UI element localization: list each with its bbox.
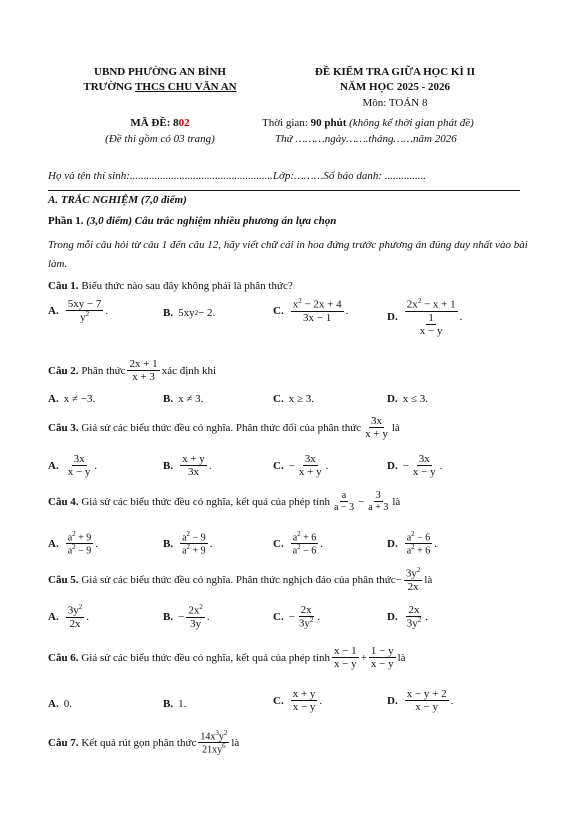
q6-option-c: C. $\frac{x + y}{x - y}$ . — [273, 688, 323, 714]
option-label: D. — [387, 393, 398, 405]
option-text: x ≠ 3. — [178, 393, 204, 405]
option-text: 1. — [178, 698, 187, 710]
option-label: A. — [48, 537, 59, 550]
question-4-post: là — [392, 495, 401, 508]
q2-option-b — [163, 393, 203, 405]
question-6-pre: Giả sử các biểu thức đều có nghĩa, kết quả của phép tính — [81, 651, 330, 664]
pages-note: (Đề thi gồm có 03 trang) — [105, 133, 215, 145]
q4-option-d: D. $\frac{a^2 - 6}{a^2 + 6}$ . — [387, 530, 438, 557]
ward-name: UBND PHƯỜNG AN BÌNH — [94, 66, 226, 78]
q4-option-a: A. $\frac{a^2 + 9}{a^2 - 9}$ . — [48, 530, 99, 557]
question-7-pre: Kết quả rút gọn phân thức — [81, 736, 197, 749]
question-7-post: là — [231, 736, 240, 749]
q3-option-c: C. − $\frac{3x}{x + y}$ . — [273, 453, 329, 479]
option-label: C. — [273, 393, 284, 405]
part1-heading — [48, 215, 336, 227]
question-4-pre: Giả sử các biểu thức đều có nghĩa, kết quả của phép tính — [81, 495, 330, 508]
option-label: D. — [387, 694, 398, 707]
q6-option-a — [48, 698, 72, 710]
q1-option-b: B. 5xy 2 − 2. — [163, 307, 216, 319]
option-label: A. — [48, 304, 59, 317]
time-note: (không kể thời gian phát đề) — [349, 117, 474, 129]
option-label: B. — [163, 307, 174, 319]
option-label: B. — [163, 537, 174, 550]
question-1-text: Biểu thức nào sau đây không phải là phân thức? — [81, 280, 293, 292]
school-name — [55, 81, 265, 93]
option-text: 0. — [63, 698, 72, 710]
time-prefix: Thời gian: — [262, 117, 311, 129]
section-a-title: A. TRẮC NGHIỆM (7,0 điểm) — [48, 194, 187, 206]
date-line: Thứ ………ngày…….tháng……năm 2026 — [275, 133, 457, 145]
part1-title: (3,0 điểm) Câu trắc nghiệm nhiều phương án lựa chọn — [86, 215, 337, 227]
option-label: B. — [163, 610, 174, 623]
exam-code-red: 02 — [178, 117, 190, 129]
option-text: x ≠ −3. — [63, 393, 96, 405]
subject-text: Môn: TOÁN 8 — [362, 97, 428, 109]
question-5: Câu 5. Giả sử các biểu thức đều có nghĩa. Phân thức nghịch đảo của phân thức − $\frac{3y^2}{2x}$ là — [48, 566, 433, 593]
q3-option-b: B. $\frac{x + y}{3x}$ . — [163, 453, 212, 479]
time-line — [262, 117, 474, 129]
question-6: Câu 6. Giả sử các biểu thức đều có nghĩa, kết quả của phép tính $\frac{x - 1}{x - y}$ + $\frac{1 - y}{x - y}$ là — [48, 645, 406, 671]
option-label: D. — [387, 459, 398, 472]
question-7: Câu 7. Kết quả rút gọn phân thức $\frac{14x^3y^2}{21xy^6}$ là — [48, 729, 240, 756]
q1-option-a: A. $\frac{5xy - 7}{y^2}$ . — [48, 298, 109, 324]
part1-prefix: Phần 1. — [48, 215, 87, 227]
q4-option-b: B. $\frac{a^2 - 9}{a^2 + 9}$ . — [163, 530, 213, 557]
question-1 — [48, 280, 293, 292]
q5-option-b: B. − $\frac{2x^2}{3y}$ . — [163, 603, 210, 630]
q4-option-c: C. $\frac{a^2 + 6}{a^2 - 6}$ . — [273, 530, 324, 557]
option-text: x ≤ 3. — [402, 393, 428, 405]
q5-option-d: D. $\frac{2x}{3y^2}$ . — [387, 604, 428, 630]
question-4: Câu 4. Giả sử các biểu thức đều có nghĩa, kết quả của phép tính $\frac{a}{a - 3}$ − $\frac{3}{a + 3}$ là — [48, 490, 401, 513]
question-2-label: Câu 2. — [48, 364, 79, 377]
option-label: D. — [387, 537, 398, 550]
time-value: 90 phút — [310, 117, 347, 129]
candidate-info-line: Họ và tên thí sinh:....................................................Lớp:………Số báo danh: ............... — [48, 170, 427, 182]
option-label: D. — [387, 311, 398, 324]
option-label: A. — [48, 698, 59, 710]
q5-option-c: C. − $\frac{2x}{3y^2}$ . — [273, 604, 321, 630]
option-label: B. — [163, 393, 174, 405]
q2-option-a — [48, 393, 95, 405]
subject — [260, 97, 530, 109]
question-2: Câu 2. Phân thức $\frac{2x + 1}{x + 3}$ xác định khi — [48, 358, 217, 384]
exam-code-label: MÃ ĐỀ: 8 — [130, 117, 179, 129]
option-label: D. — [387, 610, 398, 623]
question-5-post: là — [424, 573, 433, 586]
header-divider — [48, 190, 520, 191]
q3-option-d: D. − $\frac{3x}{x - y}$ . — [387, 453, 443, 479]
question-3-pre: Giả sử các biểu thức đều có nghĩa. Phân thức đối của phân thức — [81, 421, 362, 434]
school-year: NĂM HỌC 2025 - 2026 — [340, 81, 450, 93]
question-7-label: Câu 7. — [48, 736, 79, 749]
q2-option-c — [273, 393, 314, 405]
question-3-post: là — [391, 421, 400, 434]
option-label: A. — [48, 459, 59, 472]
question-1-label: Câu 1. — [48, 280, 79, 292]
question-5-pre: Giả sử các biểu thức đều có nghĩa. Phân thức nghịch đảo của phân thức — [81, 573, 396, 586]
option-label: A. — [48, 393, 59, 405]
q6-option-d: D. $\frac{x - y + 2}{x - y}$ . — [387, 688, 454, 714]
exam-code — [60, 117, 260, 129]
option-text: x ≥ 3. — [288, 393, 314, 405]
option-label: A. — [48, 610, 59, 623]
option-label: C. — [273, 537, 284, 550]
option-label: C. — [273, 694, 284, 707]
q6-option-b — [163, 698, 186, 710]
school-prefix: TRƯỜNG — [83, 81, 136, 93]
question-6-post: là — [397, 651, 406, 664]
q1-option-c: C. $\frac{x^2 - 2x + 4}{3x - 1}$ . — [273, 297, 349, 324]
q3-option-a: A. $\frac{3x}{x - y}$ . — [48, 453, 98, 479]
exam-title: ĐỀ KIỂM TRA GIỮA HỌC KÌ II — [314, 66, 476, 78]
option-label: C. — [273, 459, 284, 472]
q2-option-d — [387, 393, 428, 405]
option-label: C. — [273, 610, 284, 623]
question-2-post: xác định khi — [161, 364, 217, 377]
question-3: Câu 3. Giả sử các biểu thức đều có nghĩa. Phân thức đối của phân thức $\frac{3x}{x + y}$ là — [48, 415, 400, 441]
question-2-pre: Phân thức — [81, 364, 126, 377]
option-label: B. — [163, 459, 174, 472]
question-5-label: Câu 5. — [48, 573, 79, 586]
option-label: C. — [273, 304, 284, 317]
question-3-label: Câu 3. — [48, 421, 79, 434]
q5-option-a: A. $\frac{3y^2}{2x}$ . — [48, 603, 89, 630]
part1-instruction: Trong mỗi câu hỏi từ câu 1 đến câu 12, hãy viết chữ cái in hoa đứng trước phương án đúng duy nhất vào bài làm. — [48, 239, 528, 270]
q1-option-d: D. $\frac{2x^2 - x + 1}{\frac{1}{x - y}}$ . — [387, 297, 463, 337]
option-label: B. — [163, 698, 174, 710]
question-4-label: Câu 4. — [48, 495, 79, 508]
question-6-label: Câu 6. — [48, 651, 79, 664]
school-name-underlined: THCS CHU VĂN AN — [135, 81, 237, 93]
